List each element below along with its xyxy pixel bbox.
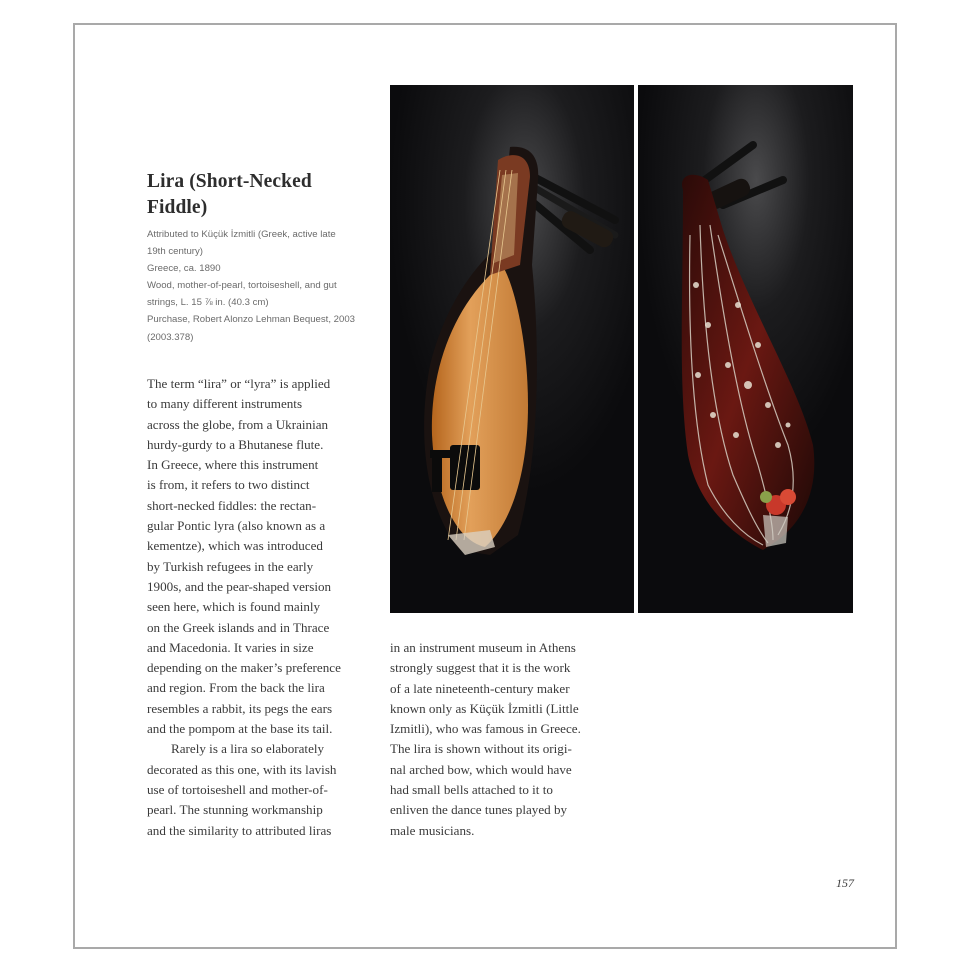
caption-line: Greece, ca. 1890 — [147, 263, 221, 275]
text-line: short-necked fiddles: the rectan- — [147, 497, 317, 513]
text-line: gular Pontic lyra (also known as a — [147, 518, 326, 534]
text-line: hurdy-gurdy to a Bhutanese flute. — [147, 436, 324, 452]
text-line: male musicians. — [390, 822, 475, 838]
text-line: The term “lira” or “lyra” is applied — [147, 376, 331, 391]
text-line: resembles a rabbit, its pegs the ears — [147, 700, 333, 716]
lira-front-illustration — [390, 85, 634, 613]
caption-line: Attributed to Küçük İzmitli (Greek, active late — [147, 229, 336, 240]
text-line: and region. From the back the lira — [147, 680, 325, 696]
text-line: pearl. The stunning workmanship — [147, 802, 323, 818]
text-line: known only as Küçük İzmitli (Little — [390, 700, 579, 716]
lira-back-illustration — [638, 85, 853, 613]
text-line: decorated as this one, with its lavish — [147, 761, 337, 777]
text-line: kementze), which was introduced — [147, 538, 323, 554]
text-line: of a late nineteenth-century maker — [390, 680, 570, 696]
caption-line: (2003.378) — [147, 331, 194, 343]
text-line: nal arched bow, which would have — [390, 761, 572, 777]
text-line: depending on the maker’s preference — [147, 660, 341, 676]
body-text-column-1 — [147, 374, 372, 841]
text-line: In Greece, where this instrument — [147, 457, 319, 473]
caption-line: strings, L. 15 ⅞ in. (40.3 cm) — [147, 297, 269, 309]
title-line: Lira (Short-Necked — [147, 171, 312, 192]
entry-title — [147, 169, 347, 221]
text-line: Rarely is a lira so elaborately — [171, 741, 325, 757]
text-line: is from, it refers to two distinct — [147, 477, 310, 493]
text-line: Izmitli), who was famous in Greece. — [390, 721, 581, 737]
text-line: The lira is shown without its origi- — [390, 741, 572, 757]
body-text-column-2 — [390, 638, 620, 841]
lira-back-photo — [638, 85, 853, 613]
text-line: seen here, which is found mainly — [147, 599, 321, 615]
object-caption — [147, 226, 367, 346]
lira-front-photo — [390, 85, 634, 613]
text-line: across the globe, from a Ukrainian — [147, 416, 329, 432]
text-line: in an instrument museum in Athens — [390, 640, 576, 655]
text-line: on the Greek islands and in Thrace — [147, 619, 330, 635]
page-number: 157 — [836, 876, 854, 890]
text-line: had small bells attached to it to — [390, 782, 553, 798]
caption-line: 19th century) — [147, 246, 203, 258]
text-line: and the pompom at the base its tail. — [147, 721, 333, 737]
text-line: by Turkish refugees in the early — [147, 558, 314, 574]
title-line: Fiddle) — [147, 197, 208, 218]
text-line: and the similarity to attributed liras — [147, 822, 332, 838]
text-line: to many different instruments — [147, 396, 303, 412]
caption-line: Wood, mother-of-pearl, tortoiseshell, and gut — [147, 280, 337, 292]
text-line: and Macedonia. It varies in size — [147, 639, 314, 655]
text-line: enliven the dance tunes played by — [390, 802, 568, 818]
text-line: strongly suggest that it is the work — [390, 660, 571, 676]
caption-line: Purchase, Robert Alonzo Lehman Bequest, 2003 — [147, 314, 356, 326]
text-line: use of tortoiseshell and mother-of- — [147, 781, 328, 797]
text-line: 1900s, and the pear-shaped version — [147, 578, 332, 594]
